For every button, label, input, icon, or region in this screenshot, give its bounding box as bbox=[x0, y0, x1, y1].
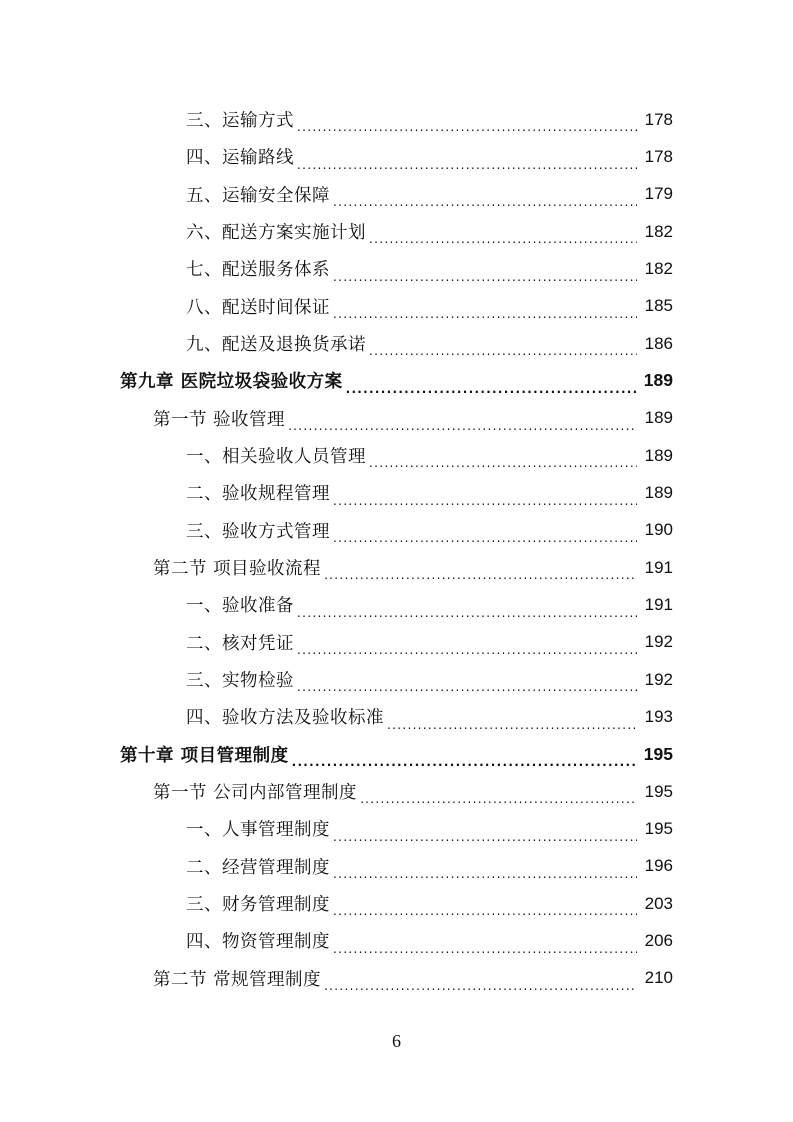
dot-leader bbox=[324, 984, 637, 997]
dot-leader bbox=[333, 536, 637, 549]
toc-entry-page-number: 195 bbox=[643, 743, 673, 764]
toc-item-entry[interactable] bbox=[0, 885, 793, 922]
toc-section-entry[interactable] bbox=[0, 549, 793, 586]
toc-entry-title: 第一节 公司内部管理制度 bbox=[153, 783, 358, 804]
toc-entry-page-number: 195 bbox=[644, 818, 673, 838]
toc-entry-page-number: 189 bbox=[643, 370, 673, 391]
toc-entry-title: 八、配送时间保证 bbox=[186, 297, 330, 318]
toc-entry-page-number: 189 bbox=[644, 482, 673, 502]
dot-leader bbox=[333, 275, 637, 288]
toc-item-entry[interactable] bbox=[0, 176, 793, 213]
toc-entry-title: 四、运输路线 bbox=[186, 148, 294, 169]
toc-entry-page-number: 210 bbox=[644, 968, 673, 988]
toc-entry-page-number: 178 bbox=[644, 146, 673, 166]
toc-entry-page-number: 190 bbox=[644, 520, 673, 540]
toc-entry-page-number: 179 bbox=[644, 184, 673, 204]
toc-entry-title: 三、验收方式管理 bbox=[186, 521, 330, 542]
dot-leader bbox=[369, 349, 637, 362]
dot-leader bbox=[333, 872, 637, 885]
toc-item-entry[interactable] bbox=[0, 325, 793, 362]
dot-leader bbox=[297, 648, 637, 661]
toc-entry-title: 第十章 项目管理制度 bbox=[120, 745, 289, 766]
toc-item-entry[interactable] bbox=[0, 213, 793, 250]
toc-entry-page-number: 196 bbox=[644, 856, 673, 876]
toc-entry-title: 四、物资管理制度 bbox=[186, 932, 330, 953]
toc-item-entry[interactable] bbox=[0, 698, 793, 735]
toc-item-entry[interactable] bbox=[0, 288, 793, 325]
dot-leader bbox=[297, 685, 637, 698]
toc-entry-page-number: 189 bbox=[644, 408, 673, 428]
toc-entry-page-number: 203 bbox=[644, 893, 673, 913]
toc-entry-page-number: 182 bbox=[644, 258, 673, 278]
dot-leader bbox=[346, 387, 637, 400]
toc-entry-title: 九、配送及退换货承诺 bbox=[186, 335, 366, 356]
toc-entry-page-number: 182 bbox=[644, 221, 673, 241]
dot-leader bbox=[333, 312, 637, 325]
dot-leader bbox=[387, 723, 637, 736]
toc-section-entry[interactable] bbox=[0, 400, 793, 437]
toc-entry-page-number: 189 bbox=[644, 445, 673, 465]
toc-item-entry[interactable] bbox=[0, 512, 793, 549]
toc-entry-title: 三、运输方式 bbox=[186, 111, 294, 132]
toc-section-entry[interactable] bbox=[0, 773, 793, 810]
toc-entry-page-number: 191 bbox=[644, 557, 673, 577]
toc-entry-page-number: 192 bbox=[644, 632, 673, 652]
toc-chapter-entry[interactable] bbox=[0, 362, 793, 399]
toc-item-entry[interactable] bbox=[0, 250, 793, 287]
page-number: 6 bbox=[392, 1031, 401, 1051]
dot-leader bbox=[333, 200, 637, 213]
toc-entry-title: 第九章 医院垃圾袋验收方案 bbox=[120, 372, 343, 393]
toc-entry-page-number: 195 bbox=[644, 781, 673, 801]
toc-chapter-entry[interactable] bbox=[0, 736, 793, 773]
toc-entry-title: 一、验收准备 bbox=[186, 596, 294, 617]
toc-entry-title: 六、配送方案实施计划 bbox=[186, 223, 366, 244]
toc-item-entry[interactable] bbox=[0, 586, 793, 623]
toc-entry-page-number: 191 bbox=[644, 594, 673, 614]
dot-leader bbox=[288, 424, 637, 437]
toc-entry-title: 二、核对凭证 bbox=[186, 633, 294, 654]
toc-entry-page-number: 185 bbox=[644, 296, 673, 316]
dot-leader bbox=[333, 947, 637, 960]
toc-entry-page-number: 186 bbox=[644, 333, 673, 353]
toc-entry-title: 二、验收规程管理 bbox=[186, 484, 330, 505]
toc-item-entry[interactable] bbox=[0, 922, 793, 959]
toc-item-entry[interactable] bbox=[0, 848, 793, 885]
dot-leader bbox=[292, 760, 637, 773]
toc-section-entry[interactable] bbox=[0, 960, 793, 997]
dot-leader bbox=[297, 125, 637, 138]
toc-entry-title: 五、运输安全保障 bbox=[186, 185, 330, 206]
toc-entry-page-number: 192 bbox=[644, 669, 673, 689]
dot-leader bbox=[297, 611, 637, 624]
toc-entry-title: 三、实物检验 bbox=[186, 671, 294, 692]
dot-leader bbox=[324, 573, 637, 586]
toc-item-entry[interactable] bbox=[0, 437, 793, 474]
toc-item-entry[interactable] bbox=[0, 101, 793, 138]
toc-entry-title: 一、人事管理制度 bbox=[186, 820, 330, 841]
dot-leader bbox=[360, 797, 637, 810]
dot-leader bbox=[333, 835, 637, 848]
toc-entry-title: 四、验收方法及验收标准 bbox=[186, 708, 384, 729]
toc-entry-page-number: 206 bbox=[644, 930, 673, 950]
dot-leader bbox=[333, 909, 637, 922]
toc-item-entry[interactable] bbox=[0, 810, 793, 847]
toc-entry-title: 三、财务管理制度 bbox=[186, 895, 330, 916]
toc-item-entry[interactable] bbox=[0, 624, 793, 661]
toc-entry-page-number: 178 bbox=[644, 109, 673, 129]
toc-item-entry[interactable] bbox=[0, 138, 793, 175]
toc-item-entry[interactable] bbox=[0, 661, 793, 698]
dot-leader bbox=[369, 237, 637, 250]
toc-entry-title: 第一节 验收管理 bbox=[153, 409, 286, 430]
dot-leader bbox=[333, 499, 637, 512]
dot-leader bbox=[369, 461, 637, 474]
toc-entry-title: 第二节 常规管理制度 bbox=[153, 969, 322, 990]
toc-entry-title: 一、相关验收人员管理 bbox=[186, 447, 366, 468]
toc-entry-page-number: 193 bbox=[644, 706, 673, 726]
toc-entry-title: 二、经营管理制度 bbox=[186, 857, 330, 878]
toc-entry-title: 第二节 项目验收流程 bbox=[153, 559, 322, 580]
toc-entry-title: 七、配送服务体系 bbox=[186, 260, 330, 281]
dot-leader bbox=[297, 163, 637, 176]
table-of-contents bbox=[0, 101, 793, 997]
toc-item-entry[interactable] bbox=[0, 474, 793, 511]
